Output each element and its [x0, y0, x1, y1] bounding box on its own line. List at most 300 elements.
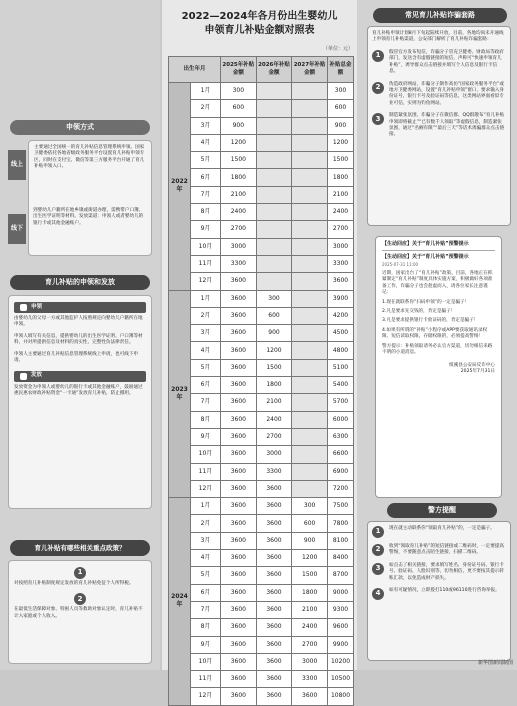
- table-row: [169, 601, 354, 618]
- amount-2025-cell: 3600: [221, 307, 257, 324]
- table-row: [169, 515, 354, 532]
- amount-2025-cell: 300: [221, 83, 257, 100]
- police-item-3: [372, 563, 506, 582]
- month-cell: 12月: [191, 480, 221, 497]
- month-cell: 8月: [191, 204, 221, 221]
- table-row: [169, 567, 354, 584]
- amount-2026-cell: 300: [256, 290, 292, 307]
- total-cell: 7800: [327, 515, 353, 532]
- amount-2026-cell: [256, 100, 292, 117]
- amount-2027-cell: 3600: [292, 688, 328, 705]
- table-unit: （单位：元）: [322, 46, 353, 52]
- amount-2027-cell: 900: [292, 532, 328, 549]
- apply-method-title: 申领方式: [66, 122, 94, 131]
- policy-2-text: 在最低生活保障对象、特困人员等救助对象认定时，育儿补贴不计入家庭或个人收入。: [14, 607, 143, 619]
- amount-2026-cell: [256, 238, 292, 255]
- month-cell: 5月: [191, 359, 221, 376]
- amount-2026-cell: [256, 152, 292, 169]
- table-row: [169, 255, 354, 272]
- month-cell: 9月: [191, 221, 221, 238]
- total-cell: 2400: [327, 204, 353, 221]
- month-cell: 6月: [191, 584, 221, 601]
- amount-2025-cell: 1800: [221, 169, 257, 186]
- subsidy-table-panel: [162, 0, 357, 700]
- police-4-text: 如有可疑情况，立即拨打110或96110进行咨询举报。: [389, 588, 500, 594]
- apply-step-3: 申领人主要通过育儿补贴信息管理系统线上申请，也可线下申请。: [14, 351, 139, 364]
- fraud-1-number: 1: [372, 50, 384, 62]
- notice-body-6: 警方提示：补贴领取请务必认官方渠道，切勿相信来路不明的小道消息。: [382, 343, 493, 356]
- month-cell: 1月: [191, 290, 221, 307]
- amount-2026-cell: 1500: [256, 359, 292, 376]
- total-cell: 8400: [327, 550, 353, 567]
- total-cell: 8700: [327, 567, 353, 584]
- month-cell: 11月: [191, 463, 221, 480]
- total-cell: 8100: [327, 532, 353, 549]
- amount-2025-cell: 3600: [221, 446, 257, 463]
- total-cell: 10200: [327, 653, 353, 670]
- total-cell: 5400: [327, 377, 353, 394]
- month-cell: 12月: [191, 273, 221, 290]
- pay-step-1: 发放资金为申领人或婴幼儿的银行卡或其他金融账户，鼓励通过惠民惠农财政补贴资金“一卡通”发放育儿补贴，防止挪用。: [14, 384, 143, 396]
- amount-2027-cell: 2700: [292, 636, 328, 653]
- table-row: [169, 186, 354, 203]
- total-cell: 6600: [327, 446, 353, 463]
- total-cell: 600: [327, 100, 353, 117]
- total-cell: 6900: [327, 463, 353, 480]
- month-cell: 11月: [191, 255, 221, 272]
- amount-2027-cell: [292, 204, 328, 221]
- left-column: [0, 0, 160, 670]
- fraud-2-number: 2: [372, 82, 384, 94]
- amount-2027-cell: [292, 221, 328, 238]
- fraud-3-number: 3: [372, 113, 384, 125]
- fraud-item-1: [372, 50, 506, 76]
- year-cell: 2022年: [169, 83, 191, 291]
- amount-2025-cell: 3300: [221, 255, 257, 272]
- amount-2027-cell: [292, 273, 328, 290]
- amount-2027-cell: [292, 83, 328, 100]
- apply-step-2: 申领人填写有关信息，提供婴幼儿的出生医学证明、户口簿等材料，并对所提供信息及材料的真实性、完整性负法律责任。: [14, 333, 143, 346]
- amount-2026-cell: 2100: [256, 394, 292, 411]
- total-cell: 300: [327, 83, 353, 100]
- right-column: [357, 0, 517, 670]
- police-card: [367, 521, 511, 661]
- amount-2026-cell: 2400: [256, 411, 292, 428]
- amount-2026-cell: 3600: [256, 619, 292, 636]
- month-cell: 7月: [191, 186, 221, 203]
- month-cell: 7月: [191, 601, 221, 618]
- table-row: [169, 273, 354, 290]
- amount-2026-cell: 3600: [256, 601, 292, 618]
- amount-2026-cell: 3300: [256, 463, 292, 480]
- amount-2025-cell: 3600: [221, 567, 257, 584]
- amount-2027-cell: [292, 134, 328, 151]
- table-row: [169, 688, 354, 705]
- police-2-text: 收到“领取育儿补贴”的短信链接或二维码时，一定要提高警惕，不要随意点击陌生链接、扫描二维码。: [389, 544, 505, 556]
- notice-body-5: 4.如果有所谓的“补贴”小程序或APP要获取通讯录权限、短信读取权限、存储权限的，必须提高警惕！: [382, 327, 488, 340]
- fraud-2-text: 伪造政府网站，诈骗分子制作高仿“国家政务服务平台”或地方卫健委网站，设置“育儿补贴申领”窗口，要求输入身份证号、银行卡号及验证码等信息，这类网站界面看似专业可信，实则为钓鱼网站。: [389, 81, 505, 106]
- amount-2025-cell: 3600: [221, 480, 257, 497]
- table-row: [169, 446, 354, 463]
- police-4-number: 4: [372, 588, 384, 600]
- amount-2027-cell: 1200: [292, 550, 328, 567]
- table-title-line1: 2022—2024年各月份出生婴幼儿: [181, 11, 338, 22]
- month-cell: 1月: [191, 83, 221, 100]
- table-row: [169, 134, 354, 151]
- police-item-2: [372, 544, 506, 557]
- month-cell: 1月: [191, 498, 221, 515]
- police-banner: [387, 503, 497, 518]
- header-birth-month: 出生年月: [169, 57, 221, 83]
- amount-2025-cell: 3000: [221, 238, 257, 255]
- total-cell: 3600: [327, 273, 353, 290]
- amount-2025-cell: 3600: [221, 532, 257, 549]
- month-cell: 9月: [191, 636, 221, 653]
- amount-2027-cell: 2100: [292, 601, 328, 618]
- month-cell: 9月: [191, 428, 221, 445]
- total-cell: 4200: [327, 307, 353, 324]
- policy-card: [8, 560, 152, 664]
- amount-2026-cell: [256, 221, 292, 238]
- header-2027: 2027年补贴金额: [292, 57, 328, 83]
- amount-2026-cell: 600: [256, 307, 292, 324]
- amount-2025-cell: 1200: [221, 134, 257, 151]
- offline-text: 到婴幼儿户籍所在地乡镇或街道办理，需携带户口簿、出生医学证明等材料。发放渠道：申领人或者婴幼儿的银行卡或其他金融账户。: [33, 208, 144, 226]
- online-tag: 线上: [8, 150, 26, 180]
- month-cell: 3月: [191, 325, 221, 342]
- month-cell: 12月: [191, 688, 221, 705]
- notice-header: 【生动回应】关于“育儿补贴”预警提示: [382, 241, 495, 251]
- total-cell: 9600: [327, 619, 353, 636]
- amount-2025-cell: 3600: [221, 359, 257, 376]
- amount-2025-cell: 2400: [221, 204, 257, 221]
- online-text: 主要通过全国统一的育儿补贴信息管理系统申领。国家卫健委依托各地省级政务服务平台设置育儿补贴申领专区，同时在支付宝、微信等第三方服务平台开通了育儿补贴申领入口。: [34, 145, 145, 170]
- total-cell: 2100: [327, 186, 353, 203]
- amount-2025-cell: 600: [221, 100, 257, 117]
- amount-2027-cell: [292, 100, 328, 117]
- total-cell: 9300: [327, 601, 353, 618]
- total-cell: 3300: [327, 255, 353, 272]
- policy-title: 育儿补贴有哪些相关重点政策？: [34, 543, 126, 552]
- table-row: [169, 325, 354, 342]
- table-row: [169, 307, 354, 324]
- amount-2027-cell: [292, 480, 328, 497]
- amount-2025-cell: 3600: [221, 550, 257, 567]
- amount-2026-cell: [256, 204, 292, 221]
- amount-2027-cell: [292, 117, 328, 134]
- amount-2025-cell: 3600: [221, 688, 257, 705]
- total-cell: 1800: [327, 169, 353, 186]
- policy-banner: [10, 540, 150, 556]
- total-cell: 4800: [327, 342, 353, 359]
- fraud-1-text: 假冒官方发布短信，诈骗分子冒充卫健委、财政局等政府部门，发送含有虚假链接的短信，声称可“快速申领育儿补贴”，诱导群众点击链接并填写个人信息及银行卡信息。: [389, 49, 504, 75]
- fraud-banner: [373, 8, 507, 23]
- police-3-number: 3: [372, 563, 384, 575]
- amount-2025-cell: 3600: [221, 671, 257, 688]
- month-cell: 4月: [191, 550, 221, 567]
- total-cell: 3000: [327, 238, 353, 255]
- policy-1-number: 1: [74, 567, 86, 579]
- total-cell: 7500: [327, 498, 353, 515]
- table-row: [169, 169, 354, 186]
- police-item-1: [372, 526, 506, 538]
- total-cell: 10500: [327, 671, 353, 688]
- year-cell: 2024年: [169, 498, 191, 706]
- table-title: [162, 10, 357, 37]
- amount-2027-cell: [292, 377, 328, 394]
- amount-2025-cell: 3600: [221, 377, 257, 394]
- table-row: [169, 377, 354, 394]
- table-row: [169, 480, 354, 497]
- amount-2025-cell: 3600: [221, 394, 257, 411]
- header-2025: 2025年补贴金额: [221, 57, 257, 83]
- amount-2026-cell: [256, 186, 292, 203]
- month-cell: 4月: [191, 134, 221, 151]
- total-cell: 6300: [327, 428, 353, 445]
- amount-2026-cell: 1200: [256, 342, 292, 359]
- amount-2025-cell: 3600: [221, 498, 257, 515]
- amount-2026-cell: 900: [256, 325, 292, 342]
- table-row: [169, 619, 354, 636]
- police-title: 警方提醒: [428, 505, 456, 514]
- header-2026: 2026年补贴金额: [256, 57, 292, 83]
- table-row: [169, 100, 354, 117]
- policy-1-text: 对按照育儿补贴制度规定发放的育儿补贴免征个人所得税。: [14, 581, 134, 586]
- total-cell: 6000: [327, 411, 353, 428]
- month-cell: 5月: [191, 567, 221, 584]
- table-row: [169, 636, 354, 653]
- month-cell: 2月: [191, 100, 221, 117]
- police-3-text: 如点击了相关链接，要求填写姓名、身份证号码、银行卡号、验证码、人脸识别等，切勿相信，更不要按其提示转账汇款，以免造成财产损失。: [389, 562, 504, 581]
- amount-2027-cell: [292, 428, 328, 445]
- table-header-row: [169, 57, 354, 83]
- amount-2027-cell: [292, 342, 328, 359]
- month-cell: 6月: [191, 169, 221, 186]
- month-cell: 4月: [191, 342, 221, 359]
- process-card: [8, 295, 152, 509]
- amount-2026-cell: [256, 134, 292, 151]
- amount-2027-cell: [292, 446, 328, 463]
- amount-2026-cell: [256, 169, 292, 186]
- amount-2027-cell: [292, 463, 328, 480]
- amount-2026-cell: 3600: [256, 688, 292, 705]
- month-cell: 10月: [191, 653, 221, 670]
- amount-2027-cell: [292, 238, 328, 255]
- amount-2025-cell: 3600: [221, 619, 257, 636]
- amount-2025-cell: 3600: [221, 290, 257, 307]
- amount-2026-cell: 2700: [256, 428, 292, 445]
- month-cell: 10月: [191, 446, 221, 463]
- amount-2026-cell: 3600: [256, 480, 292, 497]
- amount-2027-cell: [292, 325, 328, 342]
- table-row: [169, 653, 354, 670]
- table-row: [169, 204, 354, 221]
- amount-2026-cell: 3600: [256, 567, 292, 584]
- month-cell: 7月: [191, 394, 221, 411]
- amount-2025-cell: 3600: [221, 601, 257, 618]
- amount-2025-cell: 3600: [221, 515, 257, 532]
- amount-2027-cell: [292, 186, 328, 203]
- amount-2026-cell: 1800: [256, 377, 292, 394]
- amount-2025-cell: 3600: [221, 325, 257, 342]
- total-cell: 9000: [327, 584, 353, 601]
- offline-card: [28, 204, 152, 256]
- subsidy-table: [168, 56, 354, 706]
- month-cell: 3月: [191, 532, 221, 549]
- total-cell: 1200: [327, 134, 353, 151]
- month-cell: 3月: [191, 117, 221, 134]
- amount-2025-cell: 3600: [221, 653, 257, 670]
- notice-body-3: 2.凡是要求先交钱的，肯定是骗子！: [382, 309, 456, 314]
- month-cell: 5月: [191, 152, 221, 169]
- table-row: [169, 428, 354, 445]
- month-cell: 2月: [191, 515, 221, 532]
- total-cell: 7200: [327, 480, 353, 497]
- notice-body-2: 1.现在就联系你“扫码申领”的一定是骗子！: [382, 299, 470, 305]
- notice-body-4: 3.凡是要求提供银行卡验证码的，肯定是骗子！: [382, 318, 479, 324]
- table-body: [169, 83, 354, 706]
- amount-2027-cell: [292, 411, 328, 428]
- amount-2025-cell: 900: [221, 117, 257, 134]
- amount-2027-cell: 300: [292, 498, 328, 515]
- amount-2025-cell: 3600: [221, 636, 257, 653]
- month-cell: 11月: [191, 671, 221, 688]
- amount-2025-cell: 3600: [221, 273, 257, 290]
- month-cell: 8月: [191, 619, 221, 636]
- apply-method-banner: [10, 120, 150, 135]
- notice-signature: 绩溪县公安局反诈中心: [449, 362, 495, 368]
- amount-2027-cell: 600: [292, 515, 328, 532]
- amount-2027-cell: 2400: [292, 619, 328, 636]
- table-row: [169, 359, 354, 376]
- year-cell: 2023年: [169, 290, 191, 498]
- table-row: [169, 671, 354, 688]
- table-row: [169, 411, 354, 428]
- amount-2027-cell: [292, 290, 328, 307]
- month-cell: 2月: [191, 307, 221, 324]
- amount-2027-cell: [292, 169, 328, 186]
- fraud-card: [367, 26, 511, 226]
- police-notice-screenshot: [375, 236, 502, 498]
- month-cell: 10月: [191, 238, 221, 255]
- apply-pill: 申领: [14, 302, 146, 313]
- table-row: [169, 463, 354, 480]
- amount-2026-cell: [256, 273, 292, 290]
- total-cell: 4500: [327, 325, 353, 342]
- hand-coin-icon: [20, 373, 27, 380]
- fraud-intro: 育儿补贴申领计划8月下旬起陆续开放，目前，各地均尚未开通线上申领育儿补贴渠道，公安部门解析了育儿补贴诈骗套路：: [372, 31, 504, 43]
- amount-2025-cell: 3600: [221, 584, 257, 601]
- amount-2027-cell: [292, 307, 328, 324]
- fraud-item-3: [372, 113, 506, 139]
- month-cell: 8月: [191, 411, 221, 428]
- notice-date: 2025-07-31 11:00: [382, 261, 419, 267]
- amount-2026-cell: 3600: [256, 584, 292, 601]
- fraud-title: 常见育儿补贴诈骗套路: [405, 10, 475, 19]
- amount-2027-cell: 1500: [292, 567, 328, 584]
- month-cell: 6月: [191, 377, 221, 394]
- table-row: [169, 83, 354, 100]
- amount-2026-cell: 3600: [256, 498, 292, 515]
- total-cell: 5700: [327, 394, 353, 411]
- police-1-text: 现在就主动联系你“领取育儿补贴”的，一定是骗子。: [389, 526, 495, 531]
- document-icon: [20, 304, 27, 311]
- fraud-3-text: 制造紧张氛围，诈骗分子在微信群、QQ群散布“育儿补贴申领即将截止”“已有数千人领取”等虚假信息，制造紧张氛围，通过“名额有限”“最后三天”等话术诱骗群众点击链接。: [389, 113, 505, 138]
- notice-title: 【生动回应】关于“育儿补贴”预警提示: [382, 253, 469, 260]
- table-row: [169, 238, 354, 255]
- amount-2025-cell: 3600: [221, 411, 257, 428]
- total-cell: 2700: [327, 221, 353, 238]
- amount-2026-cell: 3600: [256, 636, 292, 653]
- table-row: [169, 550, 354, 567]
- amount-2025-cell: 2700: [221, 221, 257, 238]
- police-1-number: 1: [372, 526, 384, 538]
- fraud-item-2: [372, 82, 506, 108]
- amount-2027-cell: [292, 255, 328, 272]
- total-cell: 900: [327, 117, 353, 134]
- header-total: 补贴总金额: [327, 57, 353, 83]
- table-row: [169, 117, 354, 134]
- amount-2025-cell: 1500: [221, 152, 257, 169]
- apply-step-1: 由婴幼儿的父母一方或其他监护人按照规定向婴幼儿户籍所在地申领。: [14, 316, 143, 328]
- amount-2026-cell: 3600: [256, 653, 292, 670]
- table-row: [169, 342, 354, 359]
- amount-2027-cell: 3300: [292, 671, 328, 688]
- amount-2027-cell: [292, 394, 328, 411]
- notice-body-1: 近期，国家出台了“育儿补贴”政策。目前，各地正在抓紧制定“育儿补贴”制度具体实施方案，积极做好各项准备工作，诈骗分子也会趁虚而入，请各位家长注意谨记：: [382, 270, 493, 296]
- amount-2027-cell: 1800: [292, 584, 328, 601]
- process-banner: [10, 275, 150, 290]
- pay-pill: 发放: [14, 371, 146, 382]
- amount-2025-cell: 3600: [221, 463, 257, 480]
- table-row: [169, 584, 354, 601]
- amount-2027-cell: [292, 359, 328, 376]
- amount-2026-cell: 3600: [256, 671, 292, 688]
- total-cell: 1500: [327, 152, 353, 169]
- process-title: 育儿补贴的申领和发放: [45, 277, 115, 286]
- total-cell: 5100: [327, 359, 353, 376]
- amount-2026-cell: 3600: [256, 550, 292, 567]
- amount-2027-cell: [292, 152, 328, 169]
- amount-2027-cell: 3000: [292, 653, 328, 670]
- amount-2025-cell: 3600: [221, 342, 257, 359]
- amount-2026-cell: 3600: [256, 515, 292, 532]
- amount-2026-cell: [256, 117, 292, 134]
- table-row: [169, 498, 354, 515]
- amount-2025-cell: 3600: [221, 428, 257, 445]
- table-row: [169, 290, 354, 307]
- offline-tag: 线下: [8, 214, 26, 244]
- amount-2026-cell: [256, 255, 292, 272]
- table-row: [169, 152, 354, 169]
- police-2-number: 2: [372, 544, 384, 556]
- amount-2026-cell: 3600: [256, 532, 292, 549]
- total-cell: 3900: [327, 290, 353, 307]
- policy-2-number: 2: [74, 593, 86, 605]
- table-row: [169, 532, 354, 549]
- notice-signature-date: 2025年7月31日: [460, 368, 495, 374]
- total-cell: 9900: [327, 636, 353, 653]
- amount-2025-cell: 2100: [221, 186, 257, 203]
- image-credit: 新华图新闻制图: [477, 660, 513, 667]
- amount-2026-cell: 3000: [256, 446, 292, 463]
- total-cell: 10800: [327, 688, 353, 705]
- table-row: [169, 394, 354, 411]
- police-item-4: [372, 588, 506, 600]
- amount-2026-cell: [256, 83, 292, 100]
- table-row: [169, 221, 354, 238]
- table-title-line2: 申领育儿补贴金额对照表: [204, 24, 315, 36]
